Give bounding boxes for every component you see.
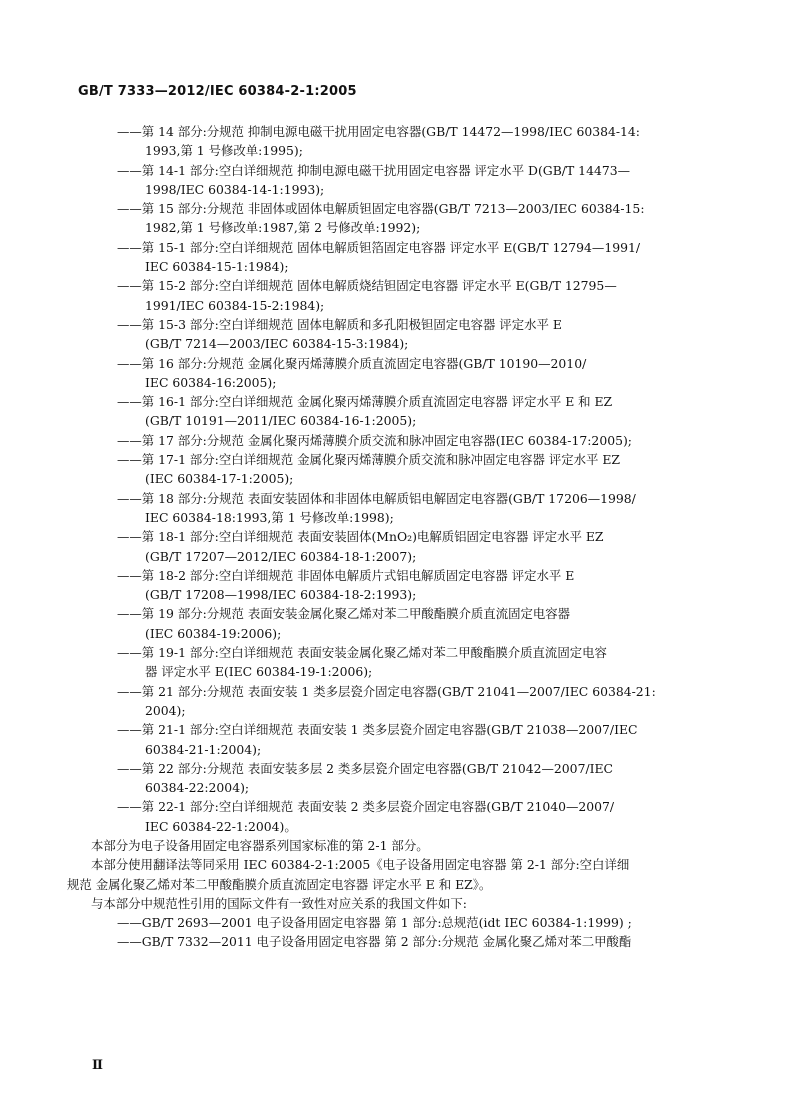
part-list-item xyxy=(117,682,707,721)
part-list-item xyxy=(117,489,707,528)
part-list-item-line1: ——第 18-1 部分:空白详细规范 表面安装固体(MnO₂)电解质铝固定电容器 评定水平 EZ xyxy=(117,529,604,545)
part-list-item-line1: ——第 22 部分:分规范 表面安装多层 2 类多层瓷介固定电容器(GB/T 21042—2007/IEC xyxy=(117,760,614,776)
part-list-item-line1: ——第 16 部分:分规范 金属化聚丙烯薄膜介质直流固定电容器(GB/T 10190—2010/ xyxy=(117,355,587,371)
reference-gbt7332: ——GB/T 7332—2011 电子设备用固定电容器 第 2 部分:分规范 金属化聚乙烯对苯二甲酸酯 xyxy=(117,934,632,950)
part-list-item xyxy=(117,431,707,450)
part-list-item-line2: IEC 60384-22-1:2004)。 xyxy=(145,818,297,834)
part-list-item-line1: ——第 18-2 部分:空白详细规范 非固体电解质片式铝电解质固定电容器 评定水平 E xyxy=(117,567,575,583)
part-list-item xyxy=(117,797,707,836)
part-list-item-line2: (GB/T 7214—2003/IEC 60384-15-3:1984); xyxy=(145,336,409,352)
part-list-item xyxy=(117,643,707,682)
part-list-item-line2: (GB/T 10191—2011/IEC 60384-16-1:2005); xyxy=(145,413,417,429)
part-list-item xyxy=(117,276,707,315)
part-list-item-line1: ——第 15-3 部分:空白详细规范 固体电解质和多孔阳极钽固定电容器 评定水平 E xyxy=(117,316,562,332)
reference-gbt2693: ——GB/T 2693—2001 电子设备用固定电容器 第 1 部分:总规范(idt IEC 60384-1:1999) ; xyxy=(117,915,632,931)
part-list-item-line2: 1982,第 1 号修改单:1987,第 2 号修改单:1992); xyxy=(145,220,421,236)
standard-header: GB/T 7333—2012/IEC 60384-2-1:2005 xyxy=(78,84,357,99)
part-list-item-line1: ——第 17-1 部分:空白详细规范 金属化聚丙烯薄膜介质交流和脉冲固定电容器 评定水平 EZ xyxy=(117,452,621,468)
part-list-item xyxy=(117,161,707,200)
part-list-item-line2: (GB/T 17208—1998/IEC 60384-18-2:1993); xyxy=(145,587,417,603)
part-list-item-line2: (GB/T 17207—2012/IEC 60384-18-1:2007); xyxy=(145,548,417,564)
part-list xyxy=(117,122,707,836)
paragraph-adoption-line1: 本部分使用翻译法等同采用 IEC 60384-2-1:2005《电子设备用固定电容器 第 2-1 部分:空白详细 xyxy=(91,857,630,873)
part-list-item-line1: ——第 21-1 部分:空白详细规范 表面安装 1 类多层瓷介固定电容器(GB/T 21038—2007/IEC xyxy=(117,722,638,738)
paragraph-scope: 本部分为电子设备用固定电容器系列国家标准的第 2-1 部分。 xyxy=(91,837,429,853)
part-list-item-line2: IEC 60384-15-1:1984); xyxy=(145,259,289,275)
part-list-item xyxy=(117,566,707,605)
part-list-item-line1: ——第 14 部分:分规范 抑制电源电磁干扰用固定电容器(GB/T 14472—1998/IEC 60384-14: xyxy=(117,124,640,139)
part-list-item-line2: 60384-21-1:2004); xyxy=(145,741,262,757)
document-body xyxy=(67,122,707,952)
part-list-item-line1: ——第 15-1 部分:空白详细规范 固体电解质钽箔固定电容器 评定水平 E(GB/T 12794—1991/ xyxy=(117,239,641,255)
part-list-item-line1: ——第 16-1 部分:空白详细规范 金属化聚丙烯薄膜介质直流固定电容器 评定水平 E 和 EZ xyxy=(117,394,613,410)
part-list-item-line2: 1993,第 1 号修改单:1995); xyxy=(145,143,303,159)
part-list-item-line1: ——第 22-1 部分:空白详细规范 表面安装 2 类多层瓷介固定电容器(GB/T 21040—2007/ xyxy=(117,799,615,815)
part-list-item-line2: 器 评定水平 E(IEC 60384-19-1:2006); xyxy=(145,664,373,680)
part-list-item-line2: IEC 60384-18:1993,第 1 号修改单:1998); xyxy=(145,509,394,525)
part-list-item-line2: 60384-22:2004); xyxy=(145,780,250,796)
part-list-item xyxy=(117,315,707,354)
part-list-item-line1: ——第 18 部分:分规范 表面安装固体和非固体电解质铝电解固定电容器(GB/T 17206—1998/ xyxy=(117,490,636,506)
part-list-item-line1: ——第 17 部分:分规范 金属化聚丙烯薄膜介质交流和脉冲固定电容器(IEC 60384-17:2005); xyxy=(117,432,632,448)
part-list-item xyxy=(117,238,707,277)
paragraph-adoption-line2: 规范 金属化聚乙烯对苯二甲酸酯膜介质直流固定电容器 评定水平 E 和 EZ》。 xyxy=(67,876,492,892)
part-list-item-line2: 2004); xyxy=(145,702,186,718)
part-list-item xyxy=(117,199,707,238)
part-list-item-line1: ——第 19-1 部分:空白详细规范 表面安装金属化聚乙烯对苯二甲酸酯膜介质直流固定电容 xyxy=(117,645,607,661)
part-list-item-line1: ——第 14-1 部分:空白详细规范 抑制电源电磁干扰用固定电容器 评定水平 D(GB/T 14473— xyxy=(117,162,630,178)
part-list-item-line1: ——第 21 部分:分规范 表面安装 1 类多层瓷介固定电容器(GB/T 21041—2007/IEC 60384-21: xyxy=(117,683,656,699)
paragraph-references-intro: 与本部分中规范性引用的国际文件有一致性对应关系的我国文件如下: xyxy=(91,895,467,911)
part-list-item xyxy=(117,354,707,393)
page-number: Ⅱ xyxy=(92,1058,103,1073)
part-list-item-line2: 1998/IEC 60384-14-1:1993); xyxy=(145,181,325,197)
part-list-item-line2: (IEC 60384-19:2006); xyxy=(145,625,282,641)
part-list-item xyxy=(117,450,707,489)
part-list-item xyxy=(117,604,707,643)
part-list-item-line1: ——第 15-2 部分:空白详细规范 固体电解质烧结钽固定电容器 评定水平 E(GB/T 12795— xyxy=(117,278,617,294)
part-list-item-line2: (IEC 60384-17-1:2005); xyxy=(145,471,294,487)
part-list-item xyxy=(117,759,707,798)
part-list-item xyxy=(117,392,707,431)
part-list-item xyxy=(117,122,707,161)
part-list-item-line1: ——第 19 部分:分规范 表面安装金属化聚乙烯对苯二甲酸酯膜介质直流固定电容器 xyxy=(117,606,571,622)
part-list-item-line2: 1991/IEC 60384-15-2:1984); xyxy=(145,297,325,313)
part-list-item-line1: ——第 15 部分:分规范 非固体或固体电解质钽固定电容器(GB/T 7213—2003/IEC 60384-15: xyxy=(117,201,645,217)
part-list-item xyxy=(117,527,707,566)
part-list-item xyxy=(117,720,707,759)
part-list-item-line2: IEC 60384-16:2005); xyxy=(145,374,277,390)
